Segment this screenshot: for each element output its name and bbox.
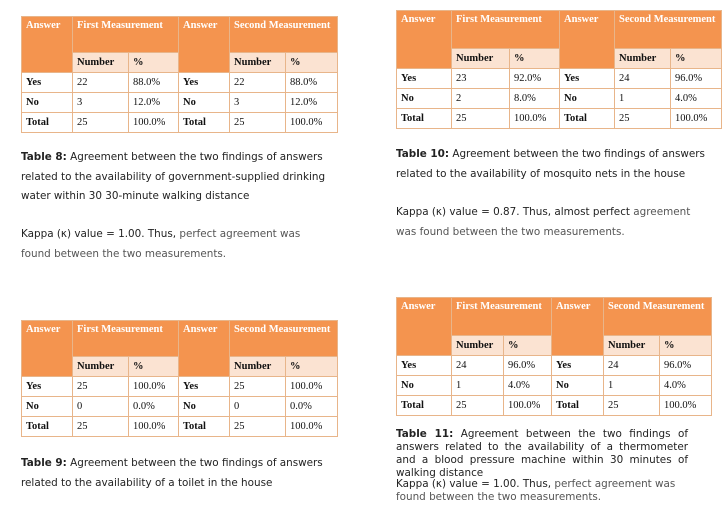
first-number: 2 bbox=[452, 89, 510, 109]
table-row bbox=[22, 397, 338, 417]
caption-text: Agreement between the two findings of answers related to the availability of a thermometer and a blood pressure machine within 30 minutes of walking distance bbox=[396, 428, 688, 479]
caption-text: Agreement between the two findings of answers related to the availability of government-supplied drinking water within 30 30-minute walking distance bbox=[21, 151, 326, 202]
first-measurement-header: First Measurement bbox=[73, 17, 179, 53]
caption-label: Table 10: bbox=[396, 148, 450, 160]
row-label: Yes bbox=[397, 69, 452, 89]
second-measurement-header: Second Measurement bbox=[604, 298, 712, 336]
second-number: 24 bbox=[615, 69, 671, 89]
number-subheader: Number bbox=[73, 53, 129, 73]
second-percent: 100.0% bbox=[671, 109, 722, 129]
second-percent: 88.0% bbox=[286, 73, 338, 93]
first-measurement-header: First Measurement bbox=[452, 11, 560, 49]
second-number: 3 bbox=[230, 93, 286, 113]
row-label: No bbox=[179, 397, 230, 417]
table-row bbox=[22, 113, 338, 133]
row-label: Yes bbox=[22, 377, 73, 397]
first-number: 22 bbox=[73, 73, 129, 93]
second-number: 22 bbox=[230, 73, 286, 93]
table-row bbox=[22, 377, 338, 397]
kappa-tail: agreement was found between the two measurements. bbox=[396, 206, 691, 238]
second-percent: 96.0% bbox=[671, 69, 722, 89]
first-percent: 0.0% bbox=[129, 397, 179, 417]
number-subheader: Number bbox=[230, 53, 286, 73]
first-number: 1 bbox=[452, 376, 504, 396]
table11-caption bbox=[396, 428, 688, 480]
second-percent: 100.0% bbox=[286, 417, 338, 437]
table8-caption bbox=[21, 148, 343, 207]
first-percent: 92.0% bbox=[510, 69, 560, 89]
percent-subheader: % bbox=[510, 49, 560, 69]
second-percent: 12.0% bbox=[286, 93, 338, 113]
first-measurement-header: First Measurement bbox=[452, 298, 552, 336]
row-label: Total bbox=[22, 113, 73, 133]
row-label: Total bbox=[397, 109, 452, 129]
kappa-lead: Kappa (κ) value = 1.00. Thus, bbox=[21, 228, 180, 240]
first-number: 3 bbox=[73, 93, 129, 113]
second-measurement-header: Second Measurement bbox=[230, 17, 338, 53]
second-measurement-header: Second Measurement bbox=[230, 321, 338, 357]
second-percent: 4.0% bbox=[660, 376, 712, 396]
first-percent: 100.0% bbox=[129, 377, 179, 397]
table11 bbox=[396, 297, 712, 416]
second-percent: 100.0% bbox=[286, 113, 338, 133]
answer-header: Answer bbox=[552, 298, 604, 356]
second-number: 0 bbox=[230, 397, 286, 417]
first-percent: 100.0% bbox=[129, 113, 179, 133]
row-label: Total bbox=[179, 113, 230, 133]
first-percent: 100.0% bbox=[129, 417, 179, 437]
row-label: Yes bbox=[22, 73, 73, 93]
table-row bbox=[397, 376, 712, 396]
second-percent: 100.0% bbox=[286, 377, 338, 397]
row-label: Total bbox=[560, 109, 615, 129]
table-row bbox=[22, 93, 338, 113]
answer-header: Answer bbox=[179, 321, 230, 377]
row-label: Yes bbox=[560, 69, 615, 89]
table8-block bbox=[21, 16, 337, 133]
percent-subheader: % bbox=[286, 53, 338, 73]
kappa-tail: perfect agreement was found between the two measurements. bbox=[21, 228, 301, 260]
percent-subheader: % bbox=[129, 53, 179, 73]
row-label: No bbox=[560, 89, 615, 109]
percent-subheader: % bbox=[129, 357, 179, 377]
first-measurement-header: First Measurement bbox=[73, 321, 179, 357]
answer-header: Answer bbox=[560, 11, 615, 69]
answer-header: Answer bbox=[179, 17, 230, 73]
second-number: 1 bbox=[604, 376, 660, 396]
number-subheader: Number bbox=[604, 336, 660, 356]
second-number: 25 bbox=[615, 109, 671, 129]
row-label: Total bbox=[22, 417, 73, 437]
number-subheader: Number bbox=[73, 357, 129, 377]
answer-header: Answer bbox=[397, 11, 452, 69]
first-number: 25 bbox=[452, 109, 510, 129]
second-percent: 0.0% bbox=[286, 397, 338, 417]
second-number: 25 bbox=[230, 113, 286, 133]
table-row bbox=[397, 356, 712, 376]
answer-header: Answer bbox=[22, 17, 73, 73]
first-number: 25 bbox=[452, 396, 504, 416]
second-measurement-header: Second Measurement bbox=[615, 11, 722, 49]
row-label: Total bbox=[397, 396, 452, 416]
row-label: No bbox=[397, 376, 452, 396]
row-label: Yes bbox=[179, 377, 230, 397]
percent-subheader: % bbox=[671, 49, 722, 69]
number-subheader: Number bbox=[452, 49, 510, 69]
second-number: 1 bbox=[615, 89, 671, 109]
table11-block bbox=[396, 297, 711, 416]
caption-label: Table 9: bbox=[21, 457, 67, 469]
table10-caption bbox=[396, 145, 706, 184]
first-percent: 12.0% bbox=[129, 93, 179, 113]
first-percent: 4.0% bbox=[504, 376, 552, 396]
table9 bbox=[21, 320, 338, 437]
first-percent: 88.0% bbox=[129, 73, 179, 93]
caption-text: Agreement between the two findings of answers related to the availability of mosquito nets in the house bbox=[396, 148, 705, 180]
table-row bbox=[397, 396, 712, 416]
table10 bbox=[396, 10, 722, 129]
percent-subheader: % bbox=[286, 357, 338, 377]
row-label: Total bbox=[552, 396, 604, 416]
row-label: No bbox=[179, 93, 230, 113]
table10-kappa bbox=[396, 203, 706, 242]
table11-kappa bbox=[396, 478, 696, 504]
second-percent: 4.0% bbox=[671, 89, 722, 109]
row-label: No bbox=[22, 93, 73, 113]
table9-block bbox=[21, 320, 337, 437]
row-label: Yes bbox=[552, 356, 604, 376]
table8-kappa bbox=[21, 225, 321, 264]
row-label: Yes bbox=[179, 73, 230, 93]
answer-header: Answer bbox=[397, 298, 452, 356]
first-percent: 96.0% bbox=[504, 356, 552, 376]
first-number: 25 bbox=[73, 417, 129, 437]
second-percent: 96.0% bbox=[660, 356, 712, 376]
caption-label: Table 11: bbox=[396, 428, 454, 440]
kappa-lead: Kappa (κ) value = 1.00. Thus, bbox=[396, 478, 555, 490]
second-number: 24 bbox=[604, 356, 660, 376]
second-number: 25 bbox=[230, 377, 286, 397]
second-percent: 100.0% bbox=[660, 396, 712, 416]
first-percent: 8.0% bbox=[510, 89, 560, 109]
row-label: No bbox=[22, 397, 73, 417]
first-percent: 100.0% bbox=[504, 396, 552, 416]
first-percent: 100.0% bbox=[510, 109, 560, 129]
table10-block bbox=[396, 10, 721, 129]
percent-subheader: % bbox=[660, 336, 712, 356]
kappa-lead: Kappa (κ) value = 0.87. Thus, almost perfect bbox=[396, 206, 634, 218]
row-label: No bbox=[552, 376, 604, 396]
number-subheader: Number bbox=[452, 336, 504, 356]
first-number: 25 bbox=[73, 377, 129, 397]
table-row bbox=[397, 109, 722, 129]
first-number: 24 bbox=[452, 356, 504, 376]
second-number: 25 bbox=[604, 396, 660, 416]
table9-caption bbox=[21, 454, 343, 493]
first-number: 0 bbox=[73, 397, 129, 417]
table-row bbox=[22, 73, 338, 93]
first-number: 25 bbox=[73, 113, 129, 133]
row-label: Yes bbox=[397, 356, 452, 376]
caption-text: Agreement between the two findings of answers related to the availability of a toilet in the house bbox=[21, 457, 323, 489]
row-label: No bbox=[397, 89, 452, 109]
second-number: 25 bbox=[230, 417, 286, 437]
first-number: 23 bbox=[452, 69, 510, 89]
table-row bbox=[22, 417, 338, 437]
percent-subheader: % bbox=[504, 336, 552, 356]
number-subheader: Number bbox=[230, 357, 286, 377]
answer-header: Answer bbox=[22, 321, 73, 377]
table-row bbox=[397, 89, 722, 109]
table-row bbox=[397, 69, 722, 89]
number-subheader: Number bbox=[615, 49, 671, 69]
table8 bbox=[21, 16, 338, 133]
row-label: Total bbox=[179, 417, 230, 437]
kappa-tail: perfect agreement was found between the two measurements. bbox=[396, 478, 676, 503]
caption-label: Table 8: bbox=[21, 151, 67, 163]
